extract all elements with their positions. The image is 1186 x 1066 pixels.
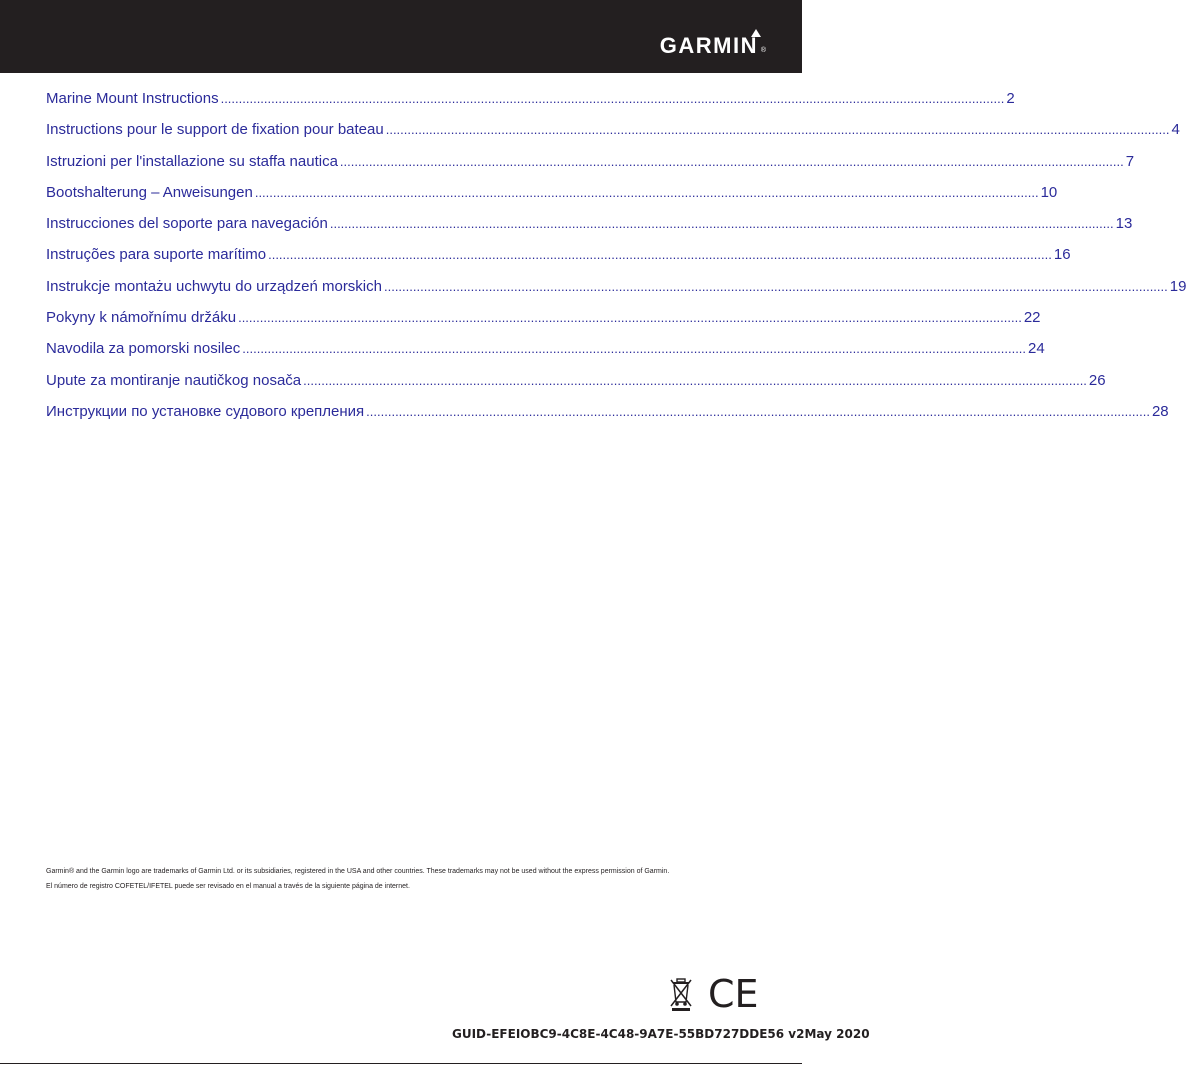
toc-entry-page: 16 bbox=[1053, 246, 1071, 264]
toc-leader-dots bbox=[268, 247, 1052, 262]
toc-entry-title: Instruções para suporte marítimo bbox=[46, 246, 267, 264]
toc-entry[interactable] bbox=[46, 402, 1169, 434]
registry-notice: El número de registro COFETEL/IFETEL puede ser revisado en el manual a través de la siguiente página de internet. bbox=[46, 883, 410, 890]
toc-entry-page: 24 bbox=[1028, 340, 1045, 358]
toc-entry[interactable] bbox=[46, 152, 1135, 184]
toc-leader-dots bbox=[330, 216, 1114, 231]
toc-entry-page: 10 bbox=[1040, 183, 1058, 201]
toc-leader-dots bbox=[386, 122, 1170, 137]
garmin-triangle-icon bbox=[751, 29, 761, 37]
weee-crossed-bin-icon bbox=[668, 976, 694, 1012]
toc-entry-page: 2 bbox=[1006, 90, 1015, 107]
toc-entry-title: Marine Mount Instructions bbox=[46, 90, 219, 107]
toc-leader-dots bbox=[340, 154, 1124, 169]
toc-entry[interactable] bbox=[46, 183, 1058, 215]
toc-entry-page: 7 bbox=[1125, 152, 1135, 170]
ce-mark-icon bbox=[708, 972, 759, 1016]
registered-mark: ® bbox=[760, 47, 766, 54]
toc-leader-dots bbox=[366, 404, 1150, 419]
bottom-rule bbox=[0, 1063, 802, 1064]
toc-entry-title: Navodila za pomorski nosilec bbox=[46, 340, 241, 358]
toc-leader-dots bbox=[221, 91, 1005, 106]
toc-entry-page: 22 bbox=[1023, 309, 1041, 327]
toc-leader-dots bbox=[303, 373, 1087, 388]
toc-entry[interactable] bbox=[46, 121, 1180, 152]
toc-entry-page: 13 bbox=[1115, 215, 1133, 233]
toc-entry-title: Upute za montiranje nautičkog nosača bbox=[46, 371, 302, 389]
toc-entry[interactable] bbox=[46, 309, 1041, 340]
document-id: GUID-EFEIOBC9-4C8E-4C48-9A7E-55BD727DDE56 v2May 2020 bbox=[452, 1027, 870, 1041]
toc-entry-title: Instrukcje montażu uchwytu do urządzeń morskich bbox=[46, 277, 382, 295]
toc-leader-dots bbox=[255, 185, 1039, 200]
toc-entry-page: 26 bbox=[1088, 371, 1106, 389]
toc-leader-dots bbox=[242, 341, 1026, 356]
table-of-contents bbox=[46, 90, 1186, 434]
toc-entry[interactable] bbox=[46, 90, 1015, 121]
toc-entry-title: Istruzioni per l'installazione su staffa nautica bbox=[46, 152, 338, 170]
toc-entry-title: Instructions pour le support de fixation pour bateau bbox=[46, 121, 384, 139]
toc-entry[interactable] bbox=[46, 371, 1106, 403]
toc-leader-dots bbox=[384, 279, 1168, 294]
toc-entry[interactable] bbox=[46, 246, 1071, 277]
toc-entry-title: Instrucciones del soporte para navegación bbox=[46, 215, 328, 233]
toc-entry-page: 28 bbox=[1151, 402, 1169, 420]
toc-entry[interactable] bbox=[46, 277, 1186, 309]
garmin-logo bbox=[659, 33, 766, 59]
toc-entry[interactable] bbox=[46, 340, 1045, 371]
toc-entry-title: Bootshalterung – Anweisungen bbox=[46, 183, 253, 201]
toc-entry-page: 4 bbox=[1171, 121, 1180, 139]
toc-entry-title: Pokyny k námořnímu držáku bbox=[46, 309, 237, 327]
toc-leader-dots bbox=[238, 310, 1022, 325]
header-bar bbox=[0, 0, 802, 73]
toc-entry-page: 19 bbox=[1169, 277, 1186, 295]
toc-entry[interactable] bbox=[46, 215, 1133, 246]
brand-name: GARMIN bbox=[659, 33, 758, 58]
trademark-notice: Garmin® and the Garmin logo are trademarks of Garmin Ltd. or its subsidiaries, registered in the USA and other countries. These trademarks may not be used without the express permission of Garmin. bbox=[46, 868, 670, 875]
toc-entry-title: Инструкции по установке судового крепления bbox=[46, 402, 365, 420]
ce-mark-text: CE bbox=[708, 972, 759, 1016]
